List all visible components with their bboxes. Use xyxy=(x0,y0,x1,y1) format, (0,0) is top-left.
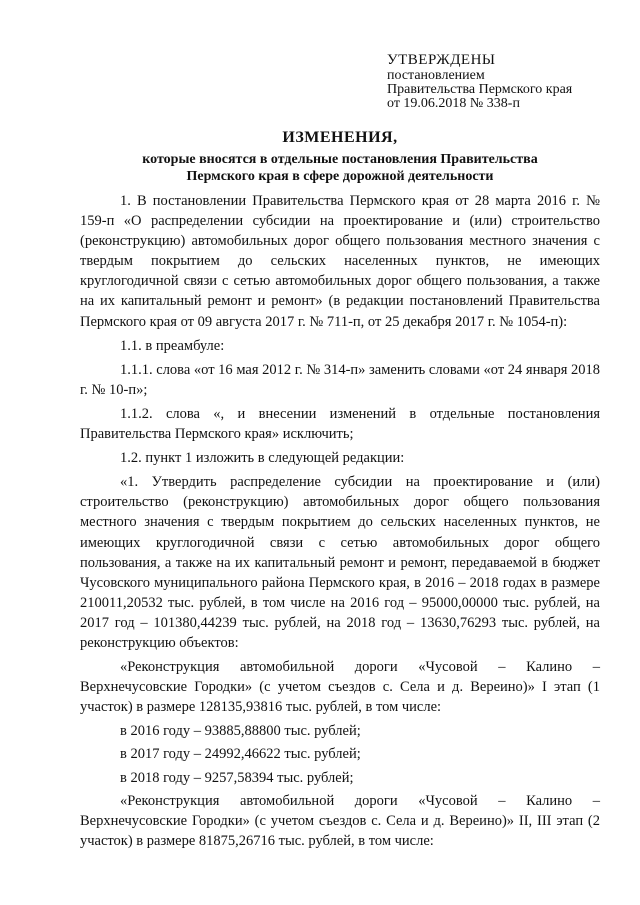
approval-title: УТВЕРЖДЕНЫ xyxy=(387,52,496,68)
paragraph-year-2018: в 2018 году – 9257,58394 тыс. рублей; xyxy=(120,769,354,786)
document-subtitle-line: Пермского края в сфере дорожной деятельности xyxy=(186,169,494,184)
approval-line: постановлением xyxy=(387,68,485,83)
paragraph-item-1-2: 1.2. пункт 1 изложить в следующей редакции: xyxy=(120,450,405,467)
paragraph-item-1-1: 1.1. в преамбуле: xyxy=(120,337,225,354)
paragraph-year-2017: в 2017 году – 24992,46622 тыс. рублей; xyxy=(120,746,361,763)
document-title: ИЗМЕНЕНИЯ, xyxy=(282,129,398,146)
approval-block xyxy=(387,52,627,111)
paragraph-item-1-1-1: 1.1.1. слова «от 16 мая 2012 г. № 314-п» заменить словами «от 24 января 2018 г. № 10-п»; xyxy=(80,361,600,398)
document-heading xyxy=(80,126,600,184)
paragraph-item-1: 1. В постановлении Правительства Пермского края от 28 марта 2016 г. № 159-п «О распределении субсидии на проектирование и (или) строительство (реконструкцию) автомобильных дорог общего пользования местного значения с твердым покрытием до сельских населенных пунктов, не имеющих круглогодичной связи с сетью автомобильных дорог общего пользования, а также на их капитальный ремонт и ремонт» (в редакции постановлений Правительства Пермского края от 09 августа 2017 г. № 711-п, от 25 декабря 2017 г. № 1054-п): xyxy=(80,193,600,330)
document-subtitle-line: которые вносятся в отдельные постановления Правительства xyxy=(142,152,538,167)
paragraph-item-1-1-2: 1.1.2. слова «, и внесении изменений в отдельные постановления Правительства Пермского края» исключить; xyxy=(80,405,600,443)
paragraph-new-item-1: «1. Утвердить распределение субсидии на проектирование и (или) строительство (реконструкцию) автомобильных дорог общего пользования местного значения с твердым покрытием до сельских населенных пунктов, не имеющих круглогодичной связи с сетью автомобильных дорог общего пользования, а также на их капитальный ремонт и ремонт, передаваемой в бюджет Чусовского муниципального района Пермского края, в 2016 – 2018 годах в размере 210011,20532 тыс. рублей, в том числе на 2016 год – 95000,00000 тыс. рублей, на 2017 год – 101380,44239 тыс. рублей, на 2018 год – 13630,76293 тыс. рублей, на реконструкцию объектов: xyxy=(80,474,600,651)
paragraph-year-2016: в 2016 году – 93885,88800 тыс. рублей; xyxy=(120,723,361,740)
approval-date-number: от 19.06.2018 № 338-п xyxy=(387,96,520,111)
approval-line: Правительства Пермского края xyxy=(387,82,573,97)
paragraph-project-2: «Реконструкция автомобильной дороги «Чусовой – Калино – Верхнечусовские Городки» (с учетом съездов с. Села и д. Вереино)» II, III этап (2 участок) в размере 81875,26716 тыс. рублей, в том числе: xyxy=(80,792,600,849)
document-body xyxy=(80,191,600,855)
paragraph-project-1: «Реконструкция автомобильной дороги «Чусовой – Калино – Верхнечусовские Городки» (с учетом съездов с. Села и д. Вереино)» I этап (1 участок) в размере 128135,93816 тыс. рублей, в том числе: xyxy=(80,659,600,716)
